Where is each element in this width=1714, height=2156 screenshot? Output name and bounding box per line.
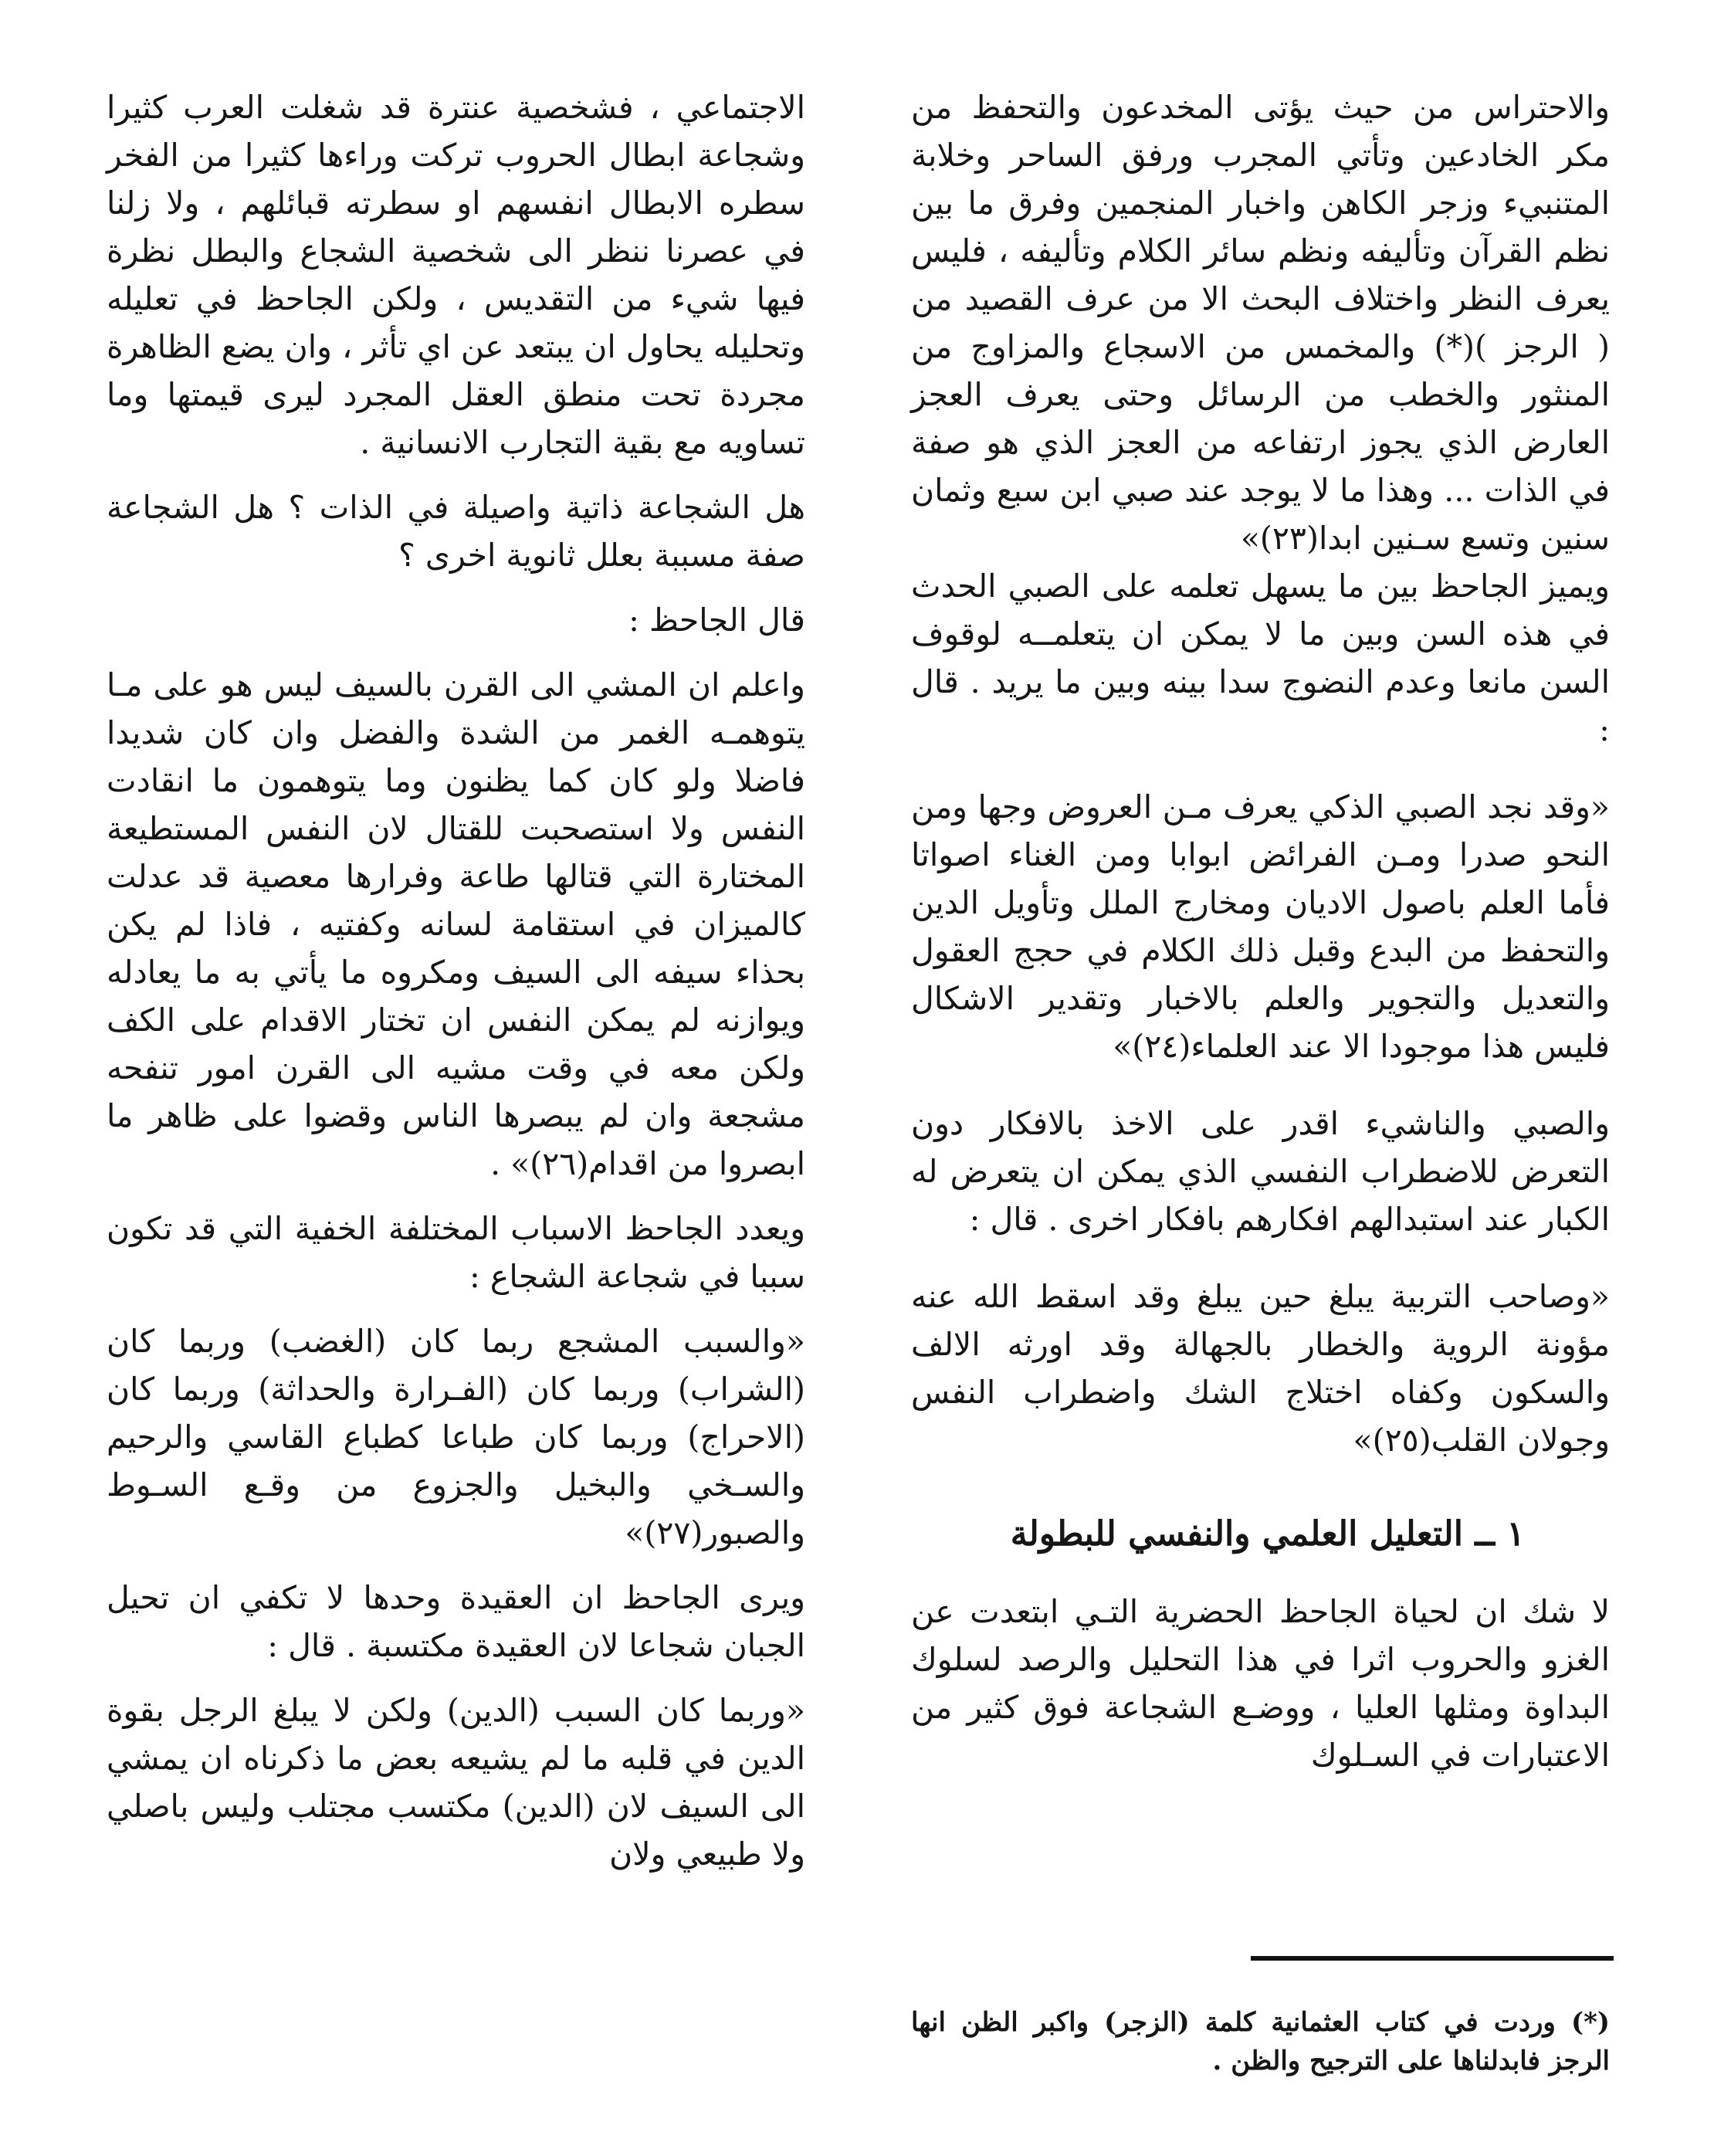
left-quote-1: واعلم ان المشي الى القرن بالسيف ليس هو على مـا يتوهمـه الغمر من الشدة والفضل وان كان شديدا فاضلا ولو كان كما يظنون وما يتوهمون ما انقادت النفس ولا استصحبت للقتال لان النفس المستطيعة المختارة التي قتالها طاعة وفرارها معصية قد عدلت كالميزان في استقامة لسانه وكفتيه ، فاذا لم يكن بحذاء سيفه الى السيف ومكروه ما يأتي به ما يعادله ويوازنه لم يمكن النفس ان تختار الاقدام على الكف ولكن معه في وقت مشيه الى القرن امور تنفحه مشجعة وان لم يبصرها الناس وقضوا على ظاهر ما ابصروا من اقدام(٢٦)» . bbox=[107, 666, 805, 1182]
right-paragraph-3: والصبي والناشيء اقدر على الاخذ بالافكار دون التعرض للاضطراب النفسي الذي يمكن ان يتعرض له الكبار عند استبدالهم افكارهم بافكار اخرى . قال : bbox=[911, 1105, 1610, 1238]
right-quote-2: «وصاحب التربية يبلغ حين يبلغ وقد اسقط الله عنه مؤونة الروية والخطار بالجهالة وقد اورثه الالف والسكون وكفاه اختلاج الشك واضطراب النفس وجولان القلب(٢٥)» bbox=[911, 1278, 1610, 1459]
section-heading: ١ ــ التعليل العلمي والنفسي للبطولة bbox=[1010, 1514, 1525, 1554]
left-paragraph-3: قال الجاحظ : bbox=[628, 602, 805, 639]
right-quote-1: «وقد نجد الصبي الذكي يعرف مـن العروض وجها ومن النحو صدرا ومـن الفرائض ابوابا ومن الغناء اصواتا فأما العلم باصول الاديان ومخارج الملل وتأويل الدين والتحفظ من البدع وقبل ذلك الكلام في حجج العقول والتعديل والتجوير والعلم بالاخبار وتقدير الاشكال فليس هذا موجودا الا عند العلماء(٢٤)» bbox=[911, 788, 1610, 1065]
left-column bbox=[107, 83, 805, 1878]
right-paragraph-4: لا شك ان لحياة الجاحظ الحضرية التـي ابتعدت عن الغزو والحروب اثرا في هذا التحليل والرصد لسلوك البداوة ومثلها العليا ، ووضـع الشجاعة فوق كثير من الاعتبارات في السـلوك bbox=[911, 1593, 1610, 1774]
left-quote-3: «وربما كان السبب (الدين) ولكن لا يبلغ الرجل بقوة الدين في قلبه ما لم يشيعه بعض ما ذكرناه ان يمشي الى السيف لان (الدين) مكتسب مجتلب وليس باصلي ولا طبيعي ولان bbox=[107, 1692, 805, 1873]
left-paragraph-4: ويعدد الجاحظ الاسباب المختلفة الخفية التي قد تكون سببا في شجاعة الشجاع : bbox=[107, 1210, 805, 1295]
footnote: (*) وردت في كتاب العثمانية كلمة (الزجر) واكبر الظن انها الرجز فابدلناها على الترجيح والظن . bbox=[911, 2007, 1610, 2076]
left-paragraph-2: هل الشجاعة ذاتية واصيلة في الذات ؟ هل الشجاعة صفة مسببة بعلل ثانوية اخرى ؟ bbox=[107, 489, 805, 574]
left-quote-2: «والسبب المشجع ربما كان (الغضب) وربما كان (الشراب) وربما كان (الفـرارة والحداثة) وربما كان (الاحراج) وربما كان طباعا كطباع القاسي والرحيم والسـخي والبخيل والجزوع من وقـع السـوط والصبور(٢٧)» bbox=[107, 1323, 805, 1551]
left-paragraph-1: الاجتماعي ، فشخصية عنترة قد شغلت العرب كثيرا وشجاعة ابطال الحروب تركت وراءها كثيرا من الفخر سطره الابطال انفسهم او سطرته قبائلهم ، ولا زلنا في عصرنا ننظر الى شخصية الشجاع والبطل نظرة فيها شيء من التقديس ، ولكن الجاحظ في تعليله وتحليله يحاول ان يبتعد عن اي تأثر ، وان يضع الظاهرة مجردة تحت منطق العقل المجرد ليرى قيمتها وما تساويه مع بقية التجارب الانسانية . bbox=[107, 89, 806, 461]
right-paragraph-1: والاحتراس من حيث يؤتى المخدعون والتحفظ من مكر الخادعين وتأتي المجرب ورفق الساحر وخلابة المتنبيء وزجر الكاهن واخبار المنجمين وفرق ما بين نظم القرآن وتأليفه ونظم سائر الكلام وتأليفه ، فليس يعرف النظر واختلاف البحث الا من عرف القصيد من ( الرجز )(*) والمخمس من الاسجاع والمزاوج من المنثور والخطب من الرسائل وحتى يعرف العجز العارض الذي يجوز ارتفاعه من العجز الذي هو صفة في الذات ... وهذا ما لا يوجد عند صبي ابن سبع وثمان سنين وتسع سـنين ابدا(٢٣)» bbox=[911, 89, 1610, 557]
right-column bbox=[911, 83, 1610, 1779]
footnote-rule bbox=[1251, 1956, 1614, 1961]
right-paragraph-2: ويميز الجاحظ بين ما يسهل تعلمه على الصبي الحدث في هذه السن وبين ما لا يمكن ان يتعلمــه لوقوف السن مانعا وعدم النضوج سدا بينه وبين ما يريد . قال : bbox=[911, 568, 1610, 748]
left-paragraph-5: ويرى الجاحظ ان العقيدة وحدها لا تكفي ان تحيل الجبان شجاعا لان العقيدة مكتسبة . قال : bbox=[107, 1579, 805, 1664]
